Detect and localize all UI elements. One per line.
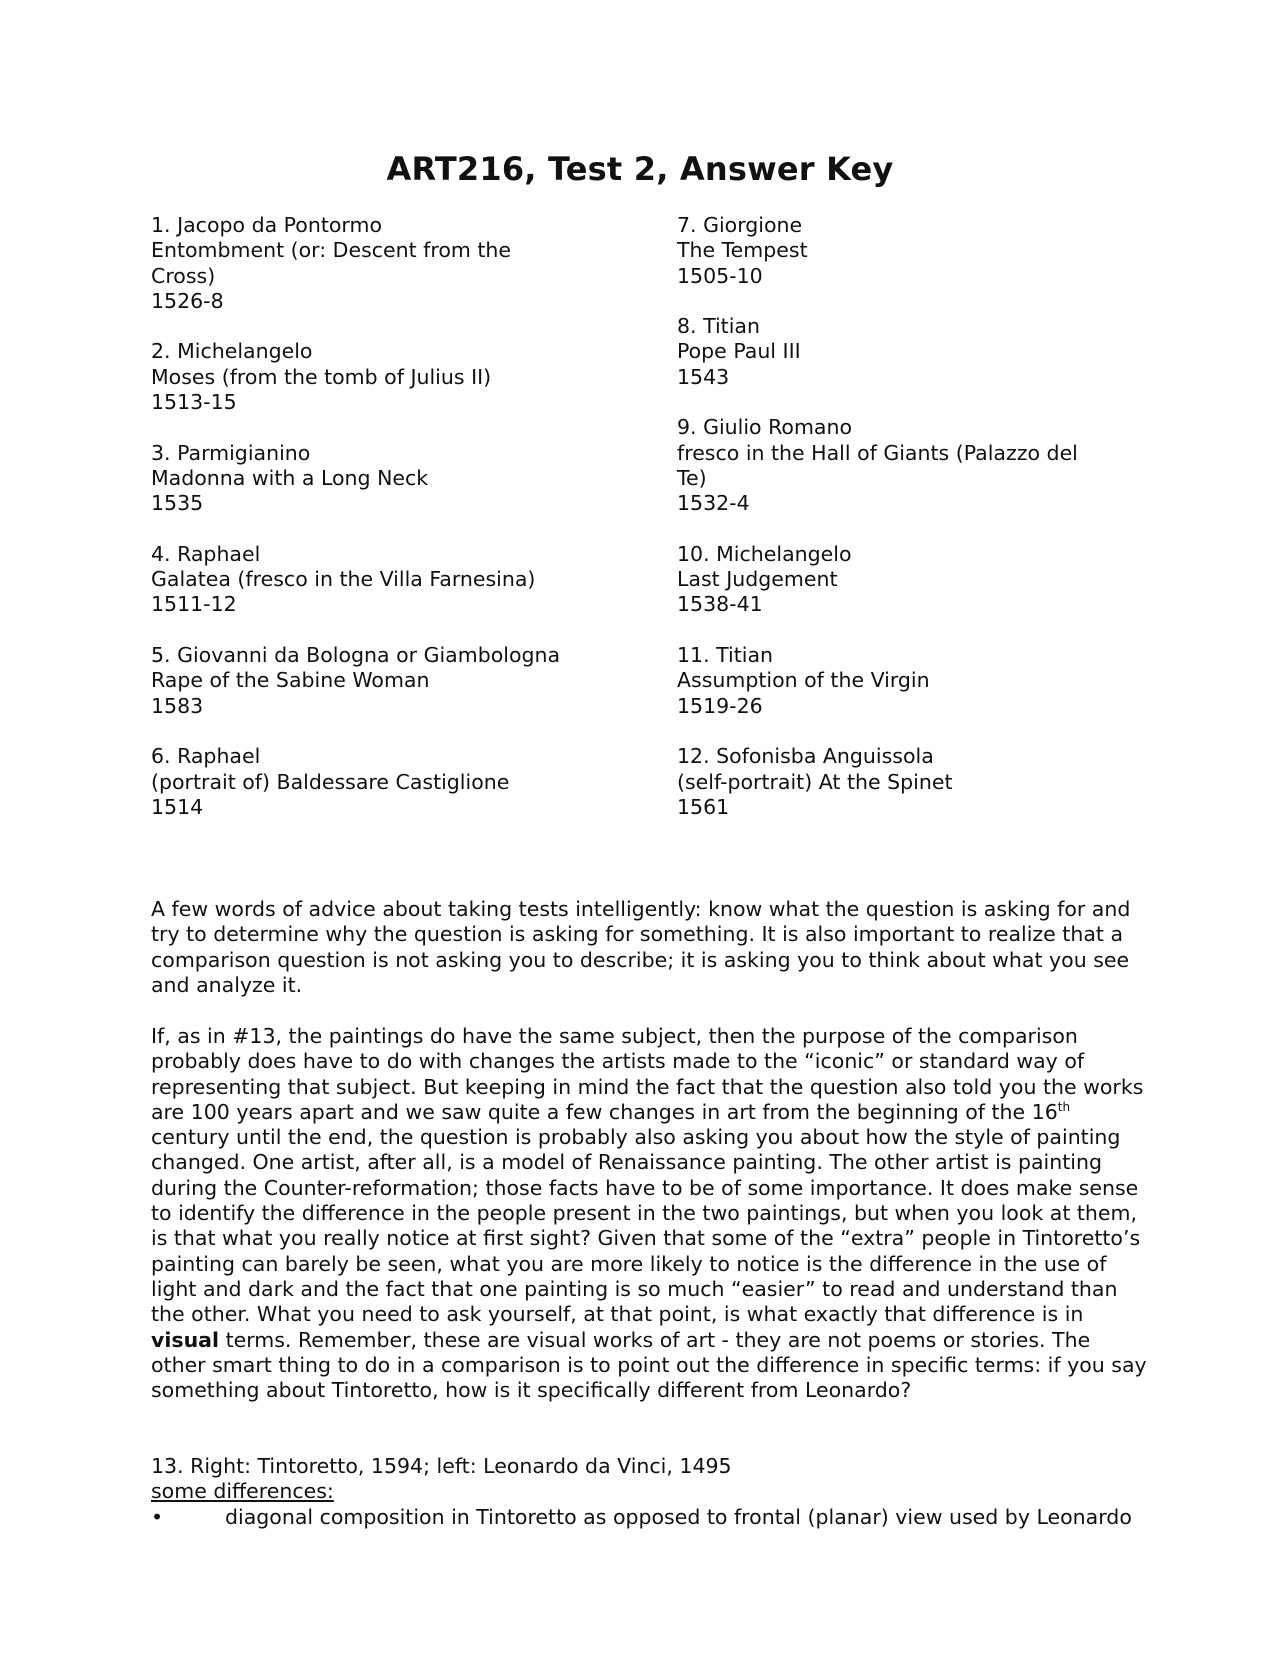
answer-line: Rape of the Sabine Woman: [151, 668, 430, 693]
ordinal-superscript: th: [1057, 1099, 1071, 1114]
answer-line: 5. Giovanni da Bologna or Giambologna: [151, 643, 561, 668]
differences-subheading: some differences:: [151, 1479, 334, 1504]
answer-line: (self-portrait) At the Spinet: [677, 769, 953, 794]
answer-item-4: [151, 542, 611, 618]
answer-line: Madonna with a Long Neck: [151, 465, 429, 490]
answer-line: 10. Michelangelo: [677, 541, 852, 566]
answer-line: 1. Jacopo da Pontormo: [151, 213, 382, 237]
answer-line: 1538-41: [677, 592, 763, 617]
answer-line: 12. Sofonisba Anguissola: [677, 744, 934, 769]
comparison-text-3: terms. Remember, these are visual works of art - they are not poems or stories. The other smart thing to do in a comparison is to point out the difference in specific terms: if you say something about Tintoretto, how is it specifically different from Leonardo?: [151, 1327, 1147, 1403]
answer-line: Te): [677, 465, 707, 490]
question-13-section: [151, 1454, 1151, 1530]
answer-item-1: [151, 213, 611, 314]
answer-line: 1561: [677, 794, 730, 819]
answer-line: Galatea (fresco in the Villa Farnesina): [151, 567, 536, 592]
answer-line: Moses (from the tomb of Julius II): [151, 364, 492, 389]
answer-line: 7. Giorgione: [677, 213, 803, 237]
answer-column-left: [151, 213, 611, 845]
answer-item-6: [151, 744, 611, 820]
answer-line: 11. Titian: [677, 643, 773, 668]
comparison-paragraph: [151, 1024, 1151, 1403]
answer-line: Last Judgement: [677, 567, 838, 592]
answer-line: 1583: [151, 693, 204, 718]
answer-line: 1535: [151, 491, 204, 516]
answer-line: 4. Raphael: [151, 541, 261, 566]
answer-line: 1513-15: [151, 390, 237, 415]
answer-line: 1532-4: [677, 491, 750, 516]
emphasis-visual: visual: [151, 1327, 220, 1352]
answer-line: 1526-8: [151, 288, 224, 313]
answer-item-9: [677, 415, 1127, 516]
answer-line: Pope Paul III: [677, 339, 801, 364]
answer-column-right: [677, 213, 1127, 845]
answer-line: 8. Titian: [677, 314, 760, 339]
question-13-heading: 13. Right: Tintoretto, 1594; left: Leonardo da Vinci, 1495: [151, 1454, 732, 1478]
answer-line: 1511-12: [151, 592, 237, 617]
bullet-icon: •: [151, 1504, 164, 1529]
answer-line: 1505-10: [677, 263, 763, 288]
answer-item-11: [677, 643, 1127, 719]
answer-line: 3. Parmigianino: [151, 440, 311, 465]
difference-text: diagonal composition in Tintoretto as opposed to frontal (planar) view used by Leonardo: [225, 1504, 1132, 1529]
answer-item-7: [677, 213, 1127, 289]
answer-item-5: [151, 643, 611, 719]
answer-line: The Tempest: [677, 238, 808, 263]
answer-line: 9. Giulio Romano: [677, 415, 853, 440]
answer-line: 6. Raphael: [151, 744, 261, 769]
answer-item-2: [151, 339, 611, 415]
comparison-text-1: If, as in #13, the paintings do have the same subject, then the purpose of the comparison probably does have to do with changes the artists made to the “iconic” or standard way of representing that subject. But keeping in mind the fact that the question also told you the works are 100 years apart and we saw quite a few changes in art from the beginning of the 16: [151, 1024, 1144, 1124]
answer-line: 1514: [151, 794, 204, 819]
page-title: ART216, Test 2, Answer Key: [386, 150, 894, 188]
comparison-text-2: century until the end, the question is probably also asking you about how the style of painting changed. One artist, after all, is a model of Renaissance painting. The other artist is painting during the Counter-reformation; those facts have to be of some importance. It does make sense to identify the difference in the people present in the two paintings, but when you look at them, is that what you really notice at first sight? Given that some of the “extra” people in Tintoretto’s painting can barely be seen, what you are more likely to notice is the difference in the use of light and dark and the fact that one painting is so much “easier” to read and understand than the other. What you need to ask yourself, at that point, is what exactly that difference is in: [151, 1125, 1141, 1327]
answer-item-12: [677, 744, 1127, 820]
difference-bullet-item: [151, 1505, 1151, 1530]
answer-item-10: [677, 542, 1127, 618]
answer-item-3: [151, 441, 611, 517]
answer-line: Entombment (or: Descent from the: [151, 238, 512, 263]
answer-line: (portrait of) Baldessare Castiglione: [151, 769, 510, 794]
advice-paragraph: A few words of advice about taking tests intelligently: know what the question is asking for and try to determine why the question is asking for something. It is also important to realize that a comparison question is not asking you to describe; it is asking you to think about what you see and analyze it.: [151, 897, 1131, 997]
answer-line: Cross): [151, 263, 216, 288]
answer-line: 1519-26: [677, 693, 763, 718]
answer-line: Assumption of the Virgin: [677, 668, 930, 693]
answer-item-8: [677, 314, 1127, 390]
answer-line: 1543: [677, 364, 730, 389]
answer-line: 2. Michelangelo: [151, 339, 313, 364]
answer-line: fresco in the Hall of Giants (Palazzo del: [677, 440, 1078, 465]
